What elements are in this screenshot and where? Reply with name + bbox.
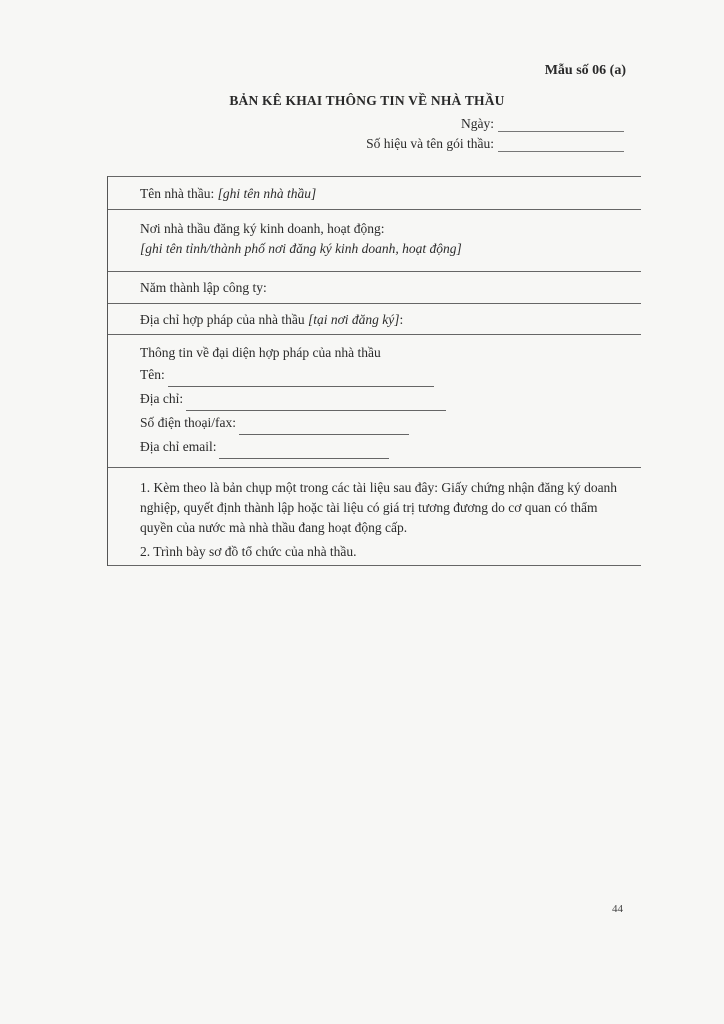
registration-label: Nơi nhà thầu đăng ký kinh doanh, hoạt động: (140, 221, 385, 236)
document-title: BẢN KÊ KHAI THÔNG TIN VỀ NHÀ THẦU (229, 93, 505, 108)
rep-heading: Thông tin về đại diện hợp pháp của nhà thầu (140, 345, 381, 360)
note-1: 1. Kèm theo là bản chụp một trong các tài liệu sau đây: Giấy chứng nhận đăng ký doanh nghiệp, quyết định thành lập hoặc tài liệu có giá trị tương đương do cơ quan có thẩm quyền của nước mà nhà thầu đang hoạt động cấp. (140, 480, 618, 535)
address-suffix: : (399, 312, 404, 327)
contractor-name-label: Tên nhà thầu: (140, 186, 218, 201)
page-number: 44 (612, 903, 623, 915)
rep-email-blank[interactable] (219, 441, 389, 459)
registration-hint: [ghi tên tỉnh/thành phố nơi đăng ký kinh doanh, hoạt động] (140, 241, 462, 256)
rep-address-blank[interactable] (186, 393, 446, 411)
rep-email-field (140, 435, 641, 459)
date-label: Ngày: (461, 116, 494, 131)
contractor-info-table (107, 176, 641, 566)
address-hint: [tại nơi đăng ký] (307, 312, 400, 327)
date-blank[interactable] (498, 119, 624, 132)
rep-name-blank[interactable] (168, 369, 434, 387)
package-line (366, 136, 624, 152)
rep-email-label: Địa chỉ email: (140, 439, 217, 454)
rep-phone-field (140, 411, 641, 435)
rep-phone-label: Số điện thoại/fax: (140, 415, 236, 430)
rep-name-field (140, 363, 641, 387)
package-label: Số hiệu và tên gói thầu: (366, 136, 494, 151)
form-number: Mẫu số 06 (a) (544, 63, 626, 78)
date-line (461, 116, 624, 132)
row-registration (108, 210, 641, 272)
note-2: 2. Trình bày sơ đồ tổ chức của nhà thầu. (140, 544, 357, 559)
address-label: Địa chỉ hợp pháp của nhà thầu (140, 312, 308, 327)
row-contractor-name (108, 177, 641, 210)
founded-label: Năm thành lập công ty: (140, 280, 267, 295)
rep-phone-blank[interactable] (239, 417, 409, 435)
row-founded-year (108, 272, 641, 304)
rep-address-field (140, 387, 641, 411)
rep-address-label: Địa chỉ: (140, 391, 184, 406)
package-blank[interactable] (498, 139, 624, 152)
row-legal-address (108, 304, 641, 335)
contractor-name-hint: [ghi tên nhà thầu] (217, 186, 317, 201)
row-attachments (108, 468, 641, 566)
rep-name-label: Tên: (140, 367, 165, 382)
row-legal-representative (108, 335, 641, 468)
